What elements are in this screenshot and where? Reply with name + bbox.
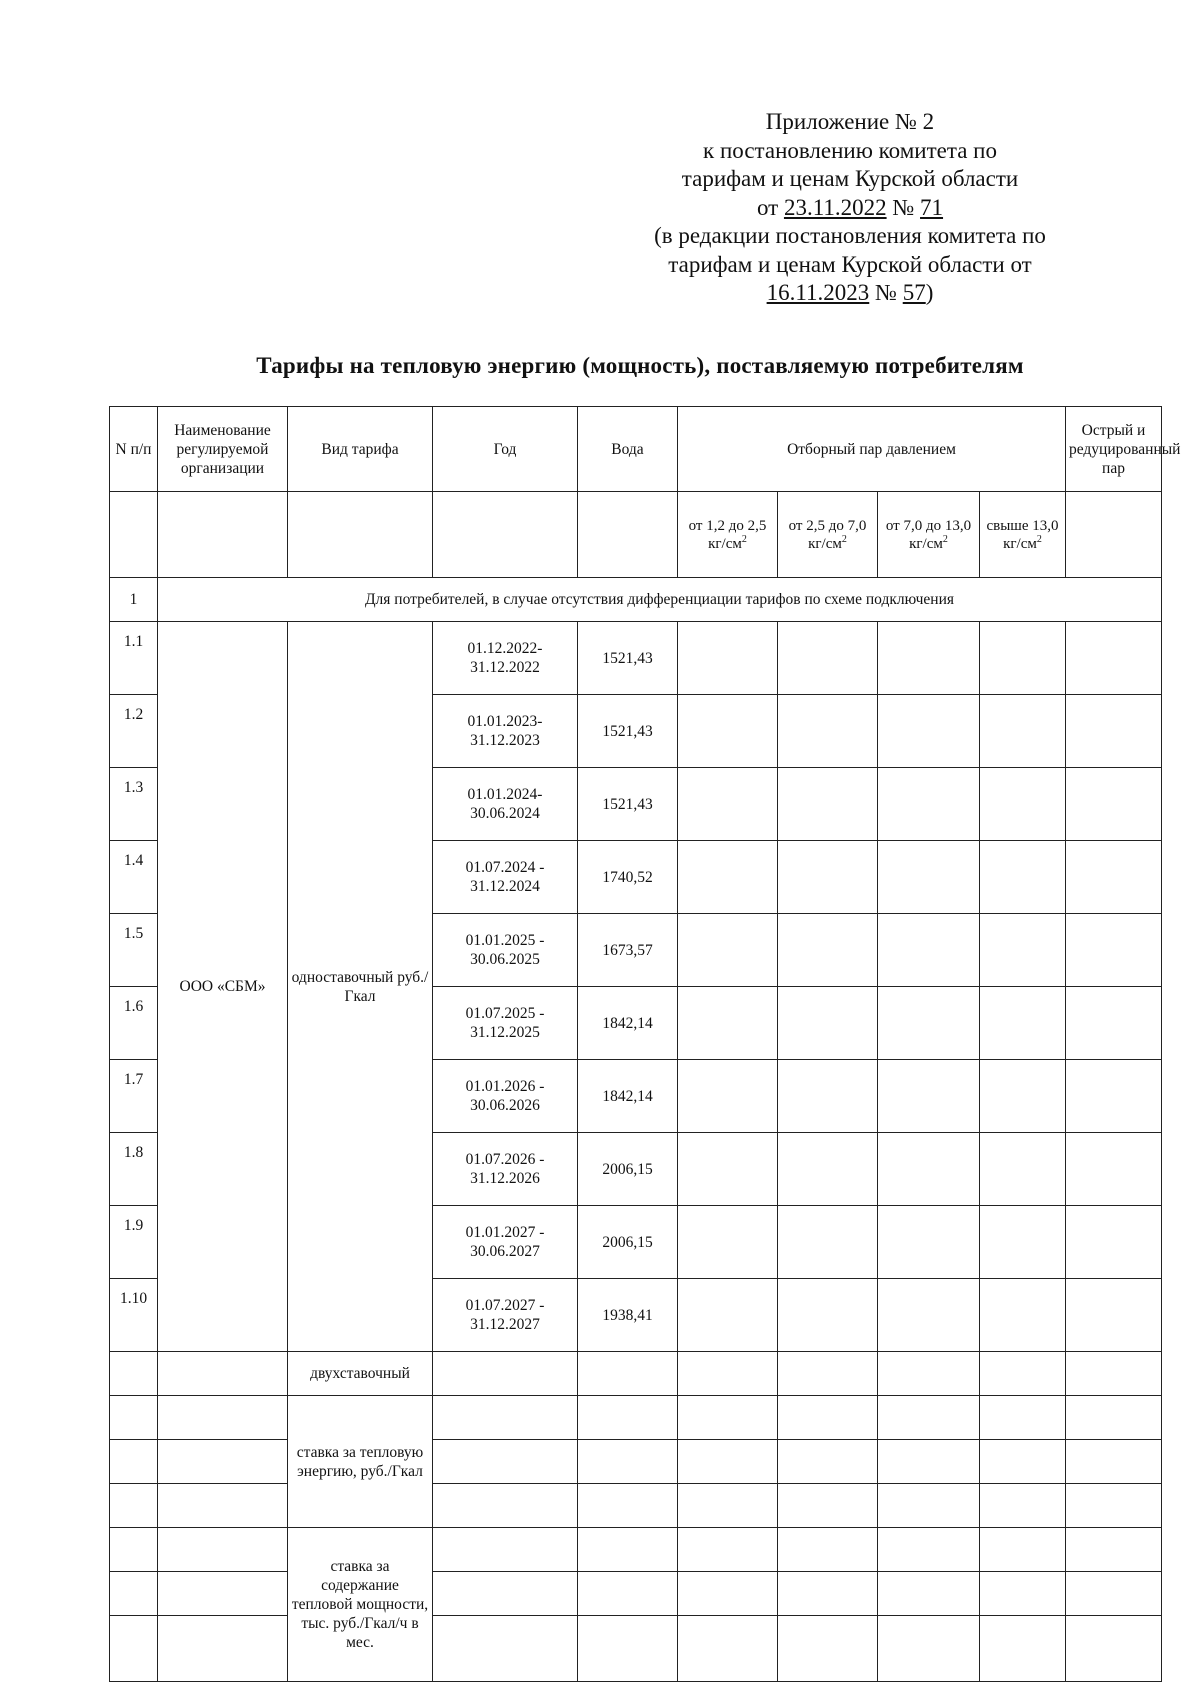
energy-rate-row <box>110 1396 1162 1440</box>
empty-cell <box>778 1133 878 1206</box>
empty-cell <box>980 1133 1066 1206</box>
empty-cell <box>110 1440 158 1484</box>
empty-cell <box>678 1616 778 1682</box>
resolution-date-line: от 23.11.2022 № 71 <box>756 194 944 220</box>
empty-cell <box>678 768 778 841</box>
committee-name: тарифам и ценам Курской области <box>681 166 1019 191</box>
period-cell: 01.07.2027 - 31.12.2027 <box>433 1279 578 1352</box>
period-cell: 01.01.2023- 31.12.2023 <box>433 695 578 768</box>
empty-cell <box>878 1352 980 1396</box>
empty-cell <box>778 987 878 1060</box>
empty-cell <box>980 768 1066 841</box>
empty-cell <box>980 1060 1066 1133</box>
empty-cell <box>980 1396 1066 1440</box>
subheader-row <box>110 492 1162 578</box>
empty-cell <box>433 1572 578 1616</box>
empty-cell <box>878 914 980 987</box>
empty-cell <box>433 1440 578 1484</box>
subheader-empty <box>1066 492 1162 578</box>
water-tariff: 1673,57 <box>578 914 678 987</box>
water-tariff: 1521,43 <box>578 768 678 841</box>
empty-cell <box>578 1616 678 1682</box>
row-num: 1.1 <box>110 622 158 695</box>
amendment-number: 57 <box>902 280 926 305</box>
empty-cell <box>678 1279 778 1352</box>
row-num: 1.4 <box>110 841 158 914</box>
empty-cell <box>1066 1279 1162 1352</box>
water-tariff: 1842,14 <box>578 1060 678 1133</box>
empty-cell <box>1066 1206 1162 1279</box>
subheader-empty <box>433 492 578 578</box>
empty-cell <box>158 1396 288 1440</box>
empty-cell <box>578 1440 678 1484</box>
subheader-empty <box>578 492 678 578</box>
water-tariff: 1740,52 <box>578 841 678 914</box>
empty-cell <box>980 987 1066 1060</box>
header-year: Год <box>433 407 578 492</box>
empty-cell <box>778 1616 878 1682</box>
empty-cell <box>980 1279 1066 1352</box>
water-tariff: 1938,41 <box>578 1279 678 1352</box>
empty-cell <box>158 1352 288 1396</box>
empty-cell <box>1066 1440 1162 1484</box>
empty-cell <box>678 695 778 768</box>
period-cell: 01.01.2027 - 30.06.2027 <box>433 1206 578 1279</box>
group-label: Для потребителей, в случае отсутствия дифференциации тарифов по схеме подключения <box>158 578 1162 622</box>
capacity-rate-label: ставка за содержание тепловой мощности, тыс. руб./Гкал/ч в мес. <box>288 1528 433 1682</box>
amendment-date-line: 16.11.2023 № 57) <box>766 280 934 305</box>
resolution-ref: к постановлению комитета по <box>703 137 997 163</box>
empty-cell <box>158 1572 288 1616</box>
water-tariff: 1842,14 <box>578 987 678 1060</box>
empty-cell <box>678 1572 778 1616</box>
document-title: Тарифы на тепловую энергию (мощность), поставляемую потребителям <box>256 353 1024 378</box>
appendix-number: Приложение № 2 <box>765 109 935 134</box>
empty-cell <box>778 914 878 987</box>
empty-cell <box>778 695 878 768</box>
energy-rate-row <box>110 1484 1162 1528</box>
empty-cell <box>678 1352 778 1396</box>
period-cell: 01.01.2025 - 30.06.2025 <box>433 914 578 987</box>
row-num: 1.8 <box>110 1133 158 1206</box>
empty-cell <box>678 841 778 914</box>
empty-cell <box>110 1396 158 1440</box>
empty-cell <box>980 1528 1066 1572</box>
amendment-line-2: тарифам и ценам Курской области от <box>668 251 1032 277</box>
amendment-date: 16.11.2023 <box>766 280 870 305</box>
empty-cell <box>980 695 1066 768</box>
empty-cell <box>1066 1352 1162 1396</box>
period-cell: 01.07.2025 - 31.12.2025 <box>433 987 578 1060</box>
empty-cell <box>433 1616 578 1682</box>
empty-cell <box>1066 1133 1162 1206</box>
empty-cell <box>878 1528 980 1572</box>
period-cell: 01.07.2024 - 31.12.2024 <box>433 841 578 914</box>
table-row <box>110 622 1162 695</box>
empty-cell <box>1066 622 1162 695</box>
group-num: 1 <box>110 578 158 622</box>
empty-cell <box>878 1396 980 1440</box>
empty-cell <box>980 1440 1066 1484</box>
empty-cell <box>433 1528 578 1572</box>
empty-cell <box>678 1206 778 1279</box>
row-num: 1.7 <box>110 1060 158 1133</box>
empty-cell <box>778 1279 878 1352</box>
empty-cell <box>110 1572 158 1616</box>
header-sharp-steam: Острый и редуцированный пар <box>1066 407 1162 492</box>
empty-cell <box>678 987 778 1060</box>
empty-cell <box>878 1616 980 1682</box>
empty-cell <box>980 1572 1066 1616</box>
pressure-3: от 7,0 до 13,0 $кг/см^2$ <box>878 492 980 578</box>
water-tariff: 2006,15 <box>578 1133 678 1206</box>
empty-cell <box>878 695 980 768</box>
empty-cell <box>778 1352 878 1396</box>
empty-cell <box>678 1528 778 1572</box>
subheader-empty <box>158 492 288 578</box>
header-steam: Отборный пар давлением <box>678 407 1066 492</box>
pressure-1: от 1,2 до 2,5 $кг/см^2$ <box>678 492 778 578</box>
group-row <box>110 578 1162 622</box>
empty-cell <box>980 1484 1066 1528</box>
org-name: ООО «СБМ» <box>158 622 288 1352</box>
two-part-tariff: двухставочный <box>288 1352 433 1396</box>
empty-cell <box>678 1484 778 1528</box>
empty-cell <box>1066 1572 1162 1616</box>
energy-rate-row <box>110 1440 1162 1484</box>
empty-cell <box>1066 1616 1162 1682</box>
empty-cell <box>110 1528 158 1572</box>
header-tariff-type: Вид тарифа <box>288 407 433 492</box>
empty-cell <box>110 1484 158 1528</box>
one-part-tariff: одноставочный руб./Гкал <box>288 622 433 1352</box>
empty-cell <box>778 1440 878 1484</box>
empty-cell <box>1066 1528 1162 1572</box>
header-org: Наименование регулируемой организации <box>158 407 288 492</box>
pressure-4: свыше 13,0 $кг/см^2$ <box>980 492 1066 578</box>
empty-cell <box>878 1572 980 1616</box>
empty-cell <box>878 841 980 914</box>
empty-cell <box>980 1206 1066 1279</box>
empty-cell <box>1066 914 1162 987</box>
period-cell: 01.07.2026 - 31.12.2026 <box>433 1133 578 1206</box>
empty-cell <box>578 1396 678 1440</box>
water-tariff: 1521,43 <box>578 695 678 768</box>
empty-cell <box>778 1528 878 1572</box>
water-tariff: 1521,43 <box>578 622 678 695</box>
row-num: 1.10 <box>110 1279 158 1352</box>
empty-cell <box>578 1484 678 1528</box>
empty-cell <box>110 1616 158 1682</box>
empty-cell <box>878 987 980 1060</box>
empty-cell <box>778 768 878 841</box>
empty-cell <box>158 1616 288 1682</box>
empty-cell <box>158 1484 288 1528</box>
subheader-empty <box>110 492 158 578</box>
empty-cell <box>878 622 980 695</box>
row-num: 1.6 <box>110 987 158 1060</box>
row-num: 1.9 <box>110 1206 158 1279</box>
empty-cell <box>158 1528 288 1572</box>
empty-cell <box>1066 1396 1162 1440</box>
empty-cell <box>878 1484 980 1528</box>
empty-cell <box>678 1396 778 1440</box>
empty-cell <box>980 914 1066 987</box>
empty-cell <box>878 1206 980 1279</box>
period-cell: 01.01.2026 - 30.06.2026 <box>433 1060 578 1133</box>
two-part-row <box>110 1352 1162 1396</box>
empty-cell <box>980 1352 1066 1396</box>
empty-cell <box>878 768 980 841</box>
row-num: 1.2 <box>110 695 158 768</box>
empty-cell <box>578 1572 678 1616</box>
resolution-date: 23.11.2022 <box>783 194 887 220</box>
empty-cell <box>878 1440 980 1484</box>
empty-cell <box>980 622 1066 695</box>
empty-cell <box>678 622 778 695</box>
empty-cell <box>1066 695 1162 768</box>
capacity-rate-row <box>110 1528 1162 1572</box>
empty-cell <box>778 1060 878 1133</box>
amendment-line-1: (в редакции постановления комитета по <box>654 223 1046 248</box>
row-num: 1.3 <box>110 768 158 841</box>
empty-cell <box>433 1396 578 1440</box>
appendix-header <box>615 108 1085 308</box>
subheader-empty <box>288 492 433 578</box>
empty-cell <box>1066 1060 1162 1133</box>
pressure-2: от 2,5 до 7,0 $кг/см^2$ <box>778 492 878 578</box>
empty-cell <box>778 622 878 695</box>
resolution-number: 71 <box>920 194 944 220</box>
empty-cell <box>778 1484 878 1528</box>
empty-cell <box>1066 841 1162 914</box>
empty-cell <box>433 1484 578 1528</box>
empty-cell <box>878 1279 980 1352</box>
header-water: Вода <box>578 407 678 492</box>
empty-cell <box>980 1616 1066 1682</box>
energy-rate-label: ставка за тепловую энергию, руб./Гкал <box>288 1396 433 1528</box>
empty-cell <box>678 914 778 987</box>
empty-cell <box>1066 987 1162 1060</box>
header-row <box>110 407 1162 492</box>
empty-cell <box>678 1133 778 1206</box>
empty-cell <box>678 1060 778 1133</box>
tariff-table <box>109 406 1181 1682</box>
empty-cell <box>778 1206 878 1279</box>
empty-cell <box>578 1352 678 1396</box>
period-cell: 01.12.2022- 31.12.2022 <box>433 622 578 695</box>
empty-cell <box>110 1352 158 1396</box>
empty-cell <box>878 1060 980 1133</box>
empty-cell <box>678 1440 778 1484</box>
empty-cell <box>1066 768 1162 841</box>
empty-cell <box>778 841 878 914</box>
empty-cell <box>1066 1484 1162 1528</box>
period-cell: 01.01.2024- 30.06.2024 <box>433 768 578 841</box>
empty-cell <box>433 1352 578 1396</box>
capacity-rate-row <box>110 1616 1162 1682</box>
empty-cell <box>980 841 1066 914</box>
header-num: N п/п <box>110 407 158 492</box>
water-tariff: 2006,15 <box>578 1206 678 1279</box>
row-num: 1.5 <box>110 914 158 987</box>
empty-cell <box>778 1572 878 1616</box>
capacity-rate-row <box>110 1572 1162 1616</box>
empty-cell <box>578 1528 678 1572</box>
empty-cell <box>878 1133 980 1206</box>
empty-cell <box>158 1440 288 1484</box>
empty-cell <box>778 1396 878 1440</box>
